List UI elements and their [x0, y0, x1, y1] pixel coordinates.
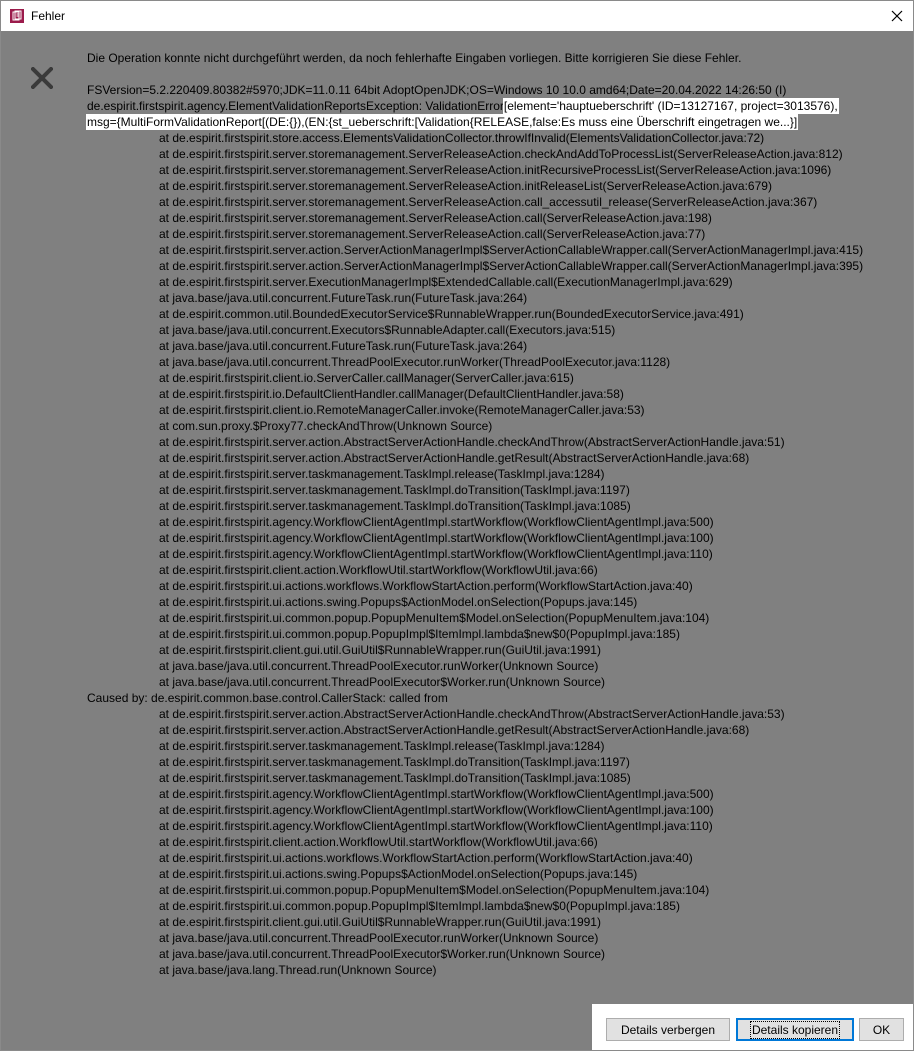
stack-frame: at de.espirit.firstspirit.agency.WorkflowClientAgentImpl.startWorkflow(WorkflowClientAgentImpl.java:100) [159, 531, 714, 545]
stack-frame: at java.base/java.lang.Thread.run(Unknown Source) [159, 963, 437, 977]
stack-frame: at de.espirit.firstspirit.client.gui.util.GuiUtil$RunnableWrapper.run(GuiUtil.java:1991) [159, 915, 601, 929]
exception-highlight-1: [element='hauptueberschrift' (ID=13127167, project=3013576), [503, 99, 838, 113]
stack-frame: at de.espirit.firstspirit.ui.common.popup.PopupImpl$ItemImpl.lambda$new$0(PopupImpl.java:185) [159, 627, 680, 641]
stack-frame: at com.sun.proxy.$Proxy77.checkAndThrow(Unknown Source) [159, 419, 493, 433]
stack-frame: at java.base/java.util.concurrent.ThreadPoolExecutor.runWorker(ThreadPoolExecutor.java:1128) [159, 355, 671, 369]
stack-frame: at de.espirit.firstspirit.server.action.AbstractServerActionHandle.getResult(AbstractServerActionHandle.java:68) [159, 723, 750, 737]
stack-frame: at de.espirit.firstspirit.ui.common.popup.PopupImpl$ItemImpl.lambda$new$0(PopupImpl.java:185) [159, 899, 680, 913]
stack-frame: at de.espirit.firstspirit.server.taskmanagement.TaskImpl.release(TaskImpl.java:1284) [159, 467, 605, 481]
stack-frame: at de.espirit.firstspirit.client.action.WorkflowUtil.startWorkflow(WorkflowUtil.java:66) [159, 835, 598, 849]
stack-frame: at java.base/java.util.concurrent.ThreadPoolExecutor$Worker.run(Unknown Source) [159, 675, 606, 689]
stack-frame: at de.espirit.firstspirit.ui.actions.swing.Popups$ActionModel.onSelection(Popups.java:145) [159, 867, 638, 881]
stack-frame: at de.espirit.firstspirit.server.action.AbstractServerActionHandle.checkAndThrow(AbstractServerActionHandle.java:51) [159, 435, 785, 449]
dialog-content [1, 31, 913, 1050]
stack-frame: at de.espirit.firstspirit.server.storemanagement.ServerReleaseAction.call_accessutil_release(ServerReleaseAction.java:367) [159, 195, 818, 209]
button-bar [592, 1004, 913, 1050]
stack-frame: at de.espirit.firstspirit.server.taskmanagement.TaskImpl.doTransition(TaskImpl.java:1085) [159, 499, 631, 513]
caused-by-line: Caused by: de.espirit.common.base.control.CallerStack: called from [87, 691, 448, 705]
stack-frame: at java.base/java.util.concurrent.FutureTask.run(FutureTask.java:264) [159, 291, 528, 305]
exception-line-2 [87, 114, 887, 130]
stack-frame: at de.espirit.firstspirit.client.io.ServerCaller.callManager(ServerCaller.java:615) [159, 371, 574, 385]
stack-frame: at de.espirit.firstspirit.server.storemanagement.ServerReleaseAction.checkAndAddToProcessList(ServerReleaseAction.java:812) [159, 147, 843, 161]
stack-frame: at de.espirit.firstspirit.agency.WorkflowClientAgentImpl.startWorkflow(WorkflowClientAgentImpl.java:110) [159, 547, 713, 561]
stack-frame: at de.espirit.firstspirit.server.storemanagement.ServerReleaseAction.initReleaseList(ServerReleaseAction.java:679) [159, 179, 772, 193]
stack-frame: at de.espirit.firstspirit.ui.actions.swing.Popups$ActionModel.onSelection(Popups.java:145) [159, 595, 638, 609]
copy-details-label: Details kopieren [751, 1022, 839, 1037]
stack-frame: at de.espirit.firstspirit.server.storemanagement.ServerReleaseAction.call(ServerReleaseAction.java:198) [159, 211, 712, 225]
close-icon [891, 10, 903, 22]
ok-button[interactable]: OK [859, 1018, 904, 1041]
close-x-icon [31, 67, 53, 89]
stack-frame: at de.espirit.firstspirit.ui.actions.workflows.WorkflowStartAction.perform(WorkflowStartAction.java:40) [159, 851, 693, 865]
stack-frame: at de.espirit.firstspirit.server.ExecutionManagerImpl$ExtendedCallable.call(ExecutionManagerImpl.java:629) [159, 275, 733, 289]
stack-frame: at java.base/java.util.concurrent.ThreadPoolExecutor$Worker.run(Unknown Source) [159, 947, 606, 961]
hide-details-button[interactable]: Details verbergen [606, 1018, 730, 1041]
stack-trace-1 [87, 130, 887, 690]
copy-details-button[interactable] [736, 1018, 854, 1041]
stack-frame: at de.espirit.firstspirit.server.storemanagement.ServerReleaseAction.initRecursiveProcessList(ServerReleaseAction.java:1096) [159, 163, 832, 177]
stack-frame: at de.espirit.firstspirit.client.io.RemoteManagerCaller.invoke(RemoteManagerCaller.java:53) [159, 403, 645, 417]
stack-frame: at java.base/java.util.concurrent.FutureTask.run(FutureTask.java:264) [159, 339, 528, 353]
stack-frame: at de.espirit.firstspirit.server.action.ServerActionManagerImpl$ServerActionCallableWrapper.call(ServerActionManagerImpl.java:395) [159, 259, 864, 273]
stack-frame: at de.espirit.firstspirit.server.action.AbstractServerActionHandle.getResult(AbstractServerActionHandle.java:68) [159, 451, 750, 465]
stack-frame: at de.espirit.firstspirit.agency.WorkflowClientAgentImpl.startWorkflow(WorkflowClientAgentImpl.java:100) [159, 803, 714, 817]
stack-frame: at de.espirit.firstspirit.io.DefaultClientHandler.callManager(DefaultClientHandler.java:58) [159, 387, 624, 401]
exception-highlight-2: msg={MultiFormValidationReport[(DE:{}),(EN:{st_ueberschrift:[Validation{RELEASE,false:Es muss eine Überschrift eingetragen we...}] [87, 115, 798, 129]
window-title: Fehler [31, 9, 66, 23]
stack-frame: at de.espirit.firstspirit.server.storemanagement.ServerReleaseAction.call(ServerReleaseAction.java:77) [159, 227, 706, 241]
app-document-icon [9, 8, 25, 24]
stack-frame: at de.espirit.firstspirit.store.access.ElementsValidationCollector.throwIfInvalid(ElementsValidationCollector.java:72) [159, 131, 765, 145]
stack-frame: at java.base/java.util.concurrent.Executors$RunnableAdapter.call(Executors.java:515) [159, 323, 616, 337]
stack-frame: at de.espirit.firstspirit.ui.actions.workflows.WorkflowStartAction.perform(WorkflowStartAction.java:40) [159, 579, 693, 593]
stack-frame: at java.base/java.util.concurrent.ThreadPoolExecutor.runWorker(Unknown Source) [159, 931, 599, 945]
stack-frame: at de.espirit.firstspirit.client.action.WorkflowUtil.startWorkflow(WorkflowUtil.java:66) [159, 563, 598, 577]
error-details[interactable] [87, 82, 887, 978]
stack-frame: at de.espirit.firstspirit.ui.common.popup.PopupMenuItem$Model.onSelection(PopupMenuItem.java:104) [159, 883, 710, 897]
stack-frame: at de.espirit.firstspirit.agency.WorkflowClientAgentImpl.startWorkflow(WorkflowClientAgentImpl.java:110) [159, 819, 713, 833]
stack-frame: at de.espirit.firstspirit.client.gui.util.GuiUtil$RunnableWrapper.run(GuiUtil.java:1991) [159, 643, 601, 657]
stack-frame: at de.espirit.firstspirit.server.taskmanagement.TaskImpl.release(TaskImpl.java:1284) [159, 739, 605, 753]
error-message: Die Operation konnte nicht durchgeführt werden, da noch fehlerhafte Eingaben vorliegen. Bitte korrigieren Sie diese Fehler. [87, 51, 742, 65]
stack-trace-2 [87, 706, 887, 978]
stack-frame: at de.espirit.firstspirit.server.action.AbstractServerActionHandle.checkAndThrow(AbstractServerActionHandle.java:53) [159, 707, 785, 721]
stack-frame: at de.espirit.firstspirit.agency.WorkflowClientAgentImpl.startWorkflow(WorkflowClientAgentImpl.java:500) [159, 515, 714, 529]
stack-frame: at de.espirit.firstspirit.server.taskmanagement.TaskImpl.doTransition(TaskImpl.java:1197) [159, 483, 630, 497]
stack-frame: at de.espirit.firstspirit.server.action.ServerActionManagerImpl$ServerActionCallableWrapper.call(ServerActionManagerImpl.java:415) [159, 243, 864, 257]
stack-frame: at de.espirit.firstspirit.ui.common.popup.PopupMenuItem$Model.onSelection(PopupMenuItem.java:104) [159, 611, 710, 625]
stack-frame: at de.espirit.firstspirit.agency.WorkflowClientAgentImpl.startWorkflow(WorkflowClientAgentImpl.java:500) [159, 787, 714, 801]
stack-frame: at de.espirit.common.util.BoundedExecutorService$RunnableWrapper.run(BoundedExecutorService.java:491) [159, 307, 744, 321]
exception-prefix: de.espirit.firstspirit.agency.ElementValidationReportsException: ValidationError [87, 99, 504, 113]
title-bar [1, 1, 913, 31]
stack-frame: at de.espirit.firstspirit.server.taskmanagement.TaskImpl.doTransition(TaskImpl.java:1085) [159, 771, 631, 785]
window-close-button[interactable] [885, 4, 909, 28]
exception-line [87, 98, 887, 114]
stack-frame: at java.base/java.util.concurrent.ThreadPoolExecutor.runWorker(Unknown Source) [159, 659, 599, 673]
stack-frame: at de.espirit.firstspirit.server.taskmanagement.TaskImpl.doTransition(TaskImpl.java:1197) [159, 755, 630, 769]
detail-header: FSVersion=5.2.220409.80382#5970;JDK=11.0.11 64bit AdoptOpenJDK;OS=Windows 10 10.0 amd64;Date=20.04.2022 14:26:50 (I) [87, 83, 787, 97]
